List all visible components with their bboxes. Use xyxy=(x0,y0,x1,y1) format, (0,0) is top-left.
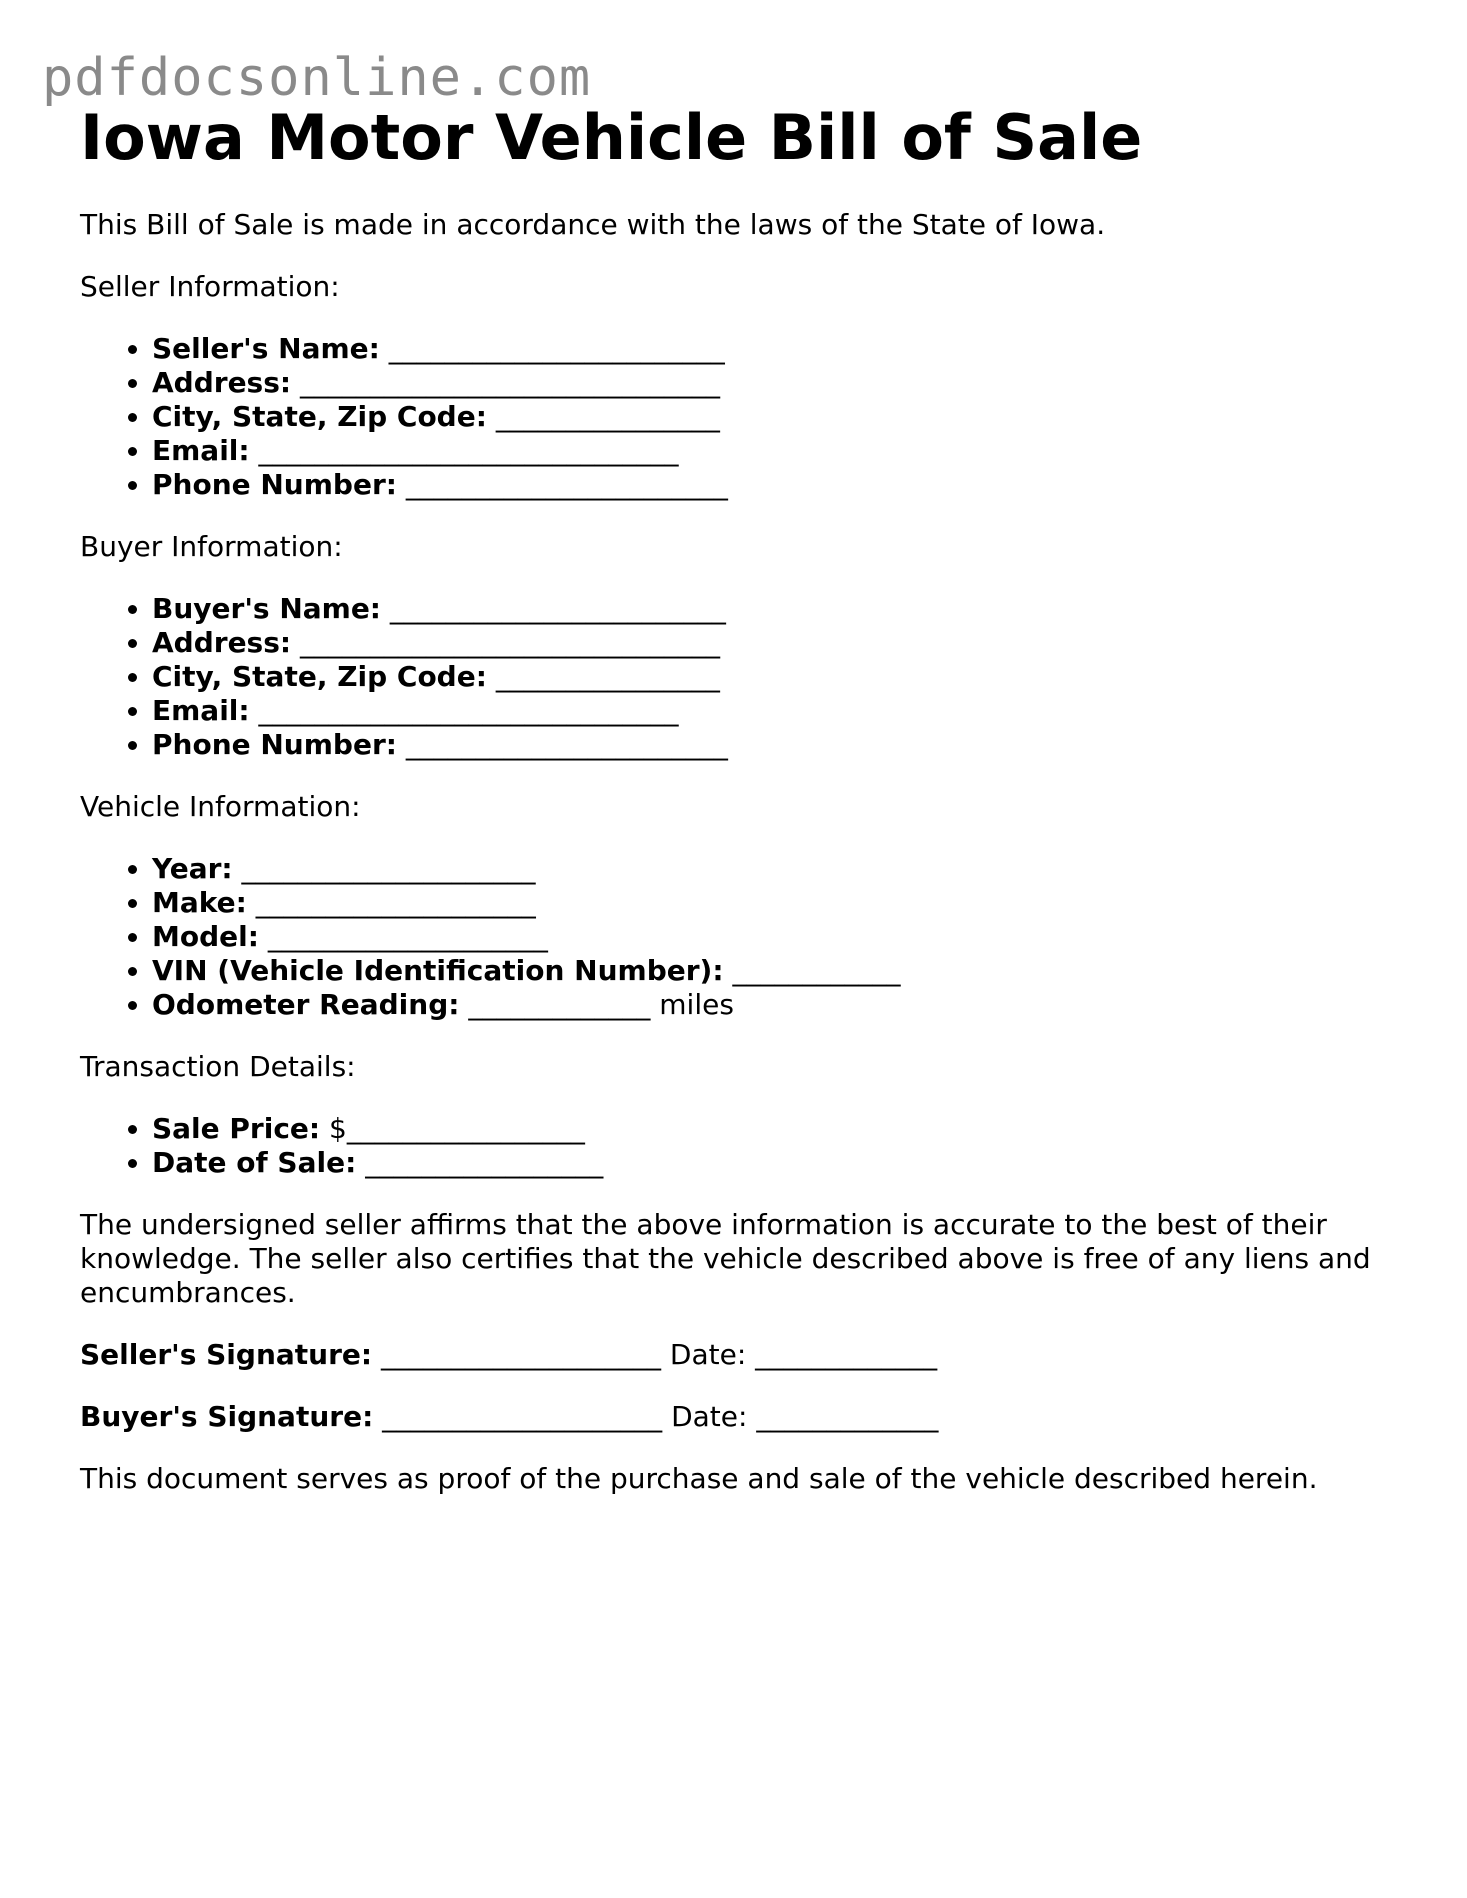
buyer-date-label: Date: xyxy=(671,1400,748,1433)
date-of-sale-field[interactable] xyxy=(152,1146,1400,1180)
vehicle-vin-field[interactable] xyxy=(152,954,1400,988)
seller-section-heading: Seller Information: xyxy=(80,270,340,303)
buyer-name-field[interactable] xyxy=(152,592,1400,626)
seller-fields-list xyxy=(80,332,1400,502)
transaction-section-heading: Transaction Details: xyxy=(80,1050,356,1083)
vehicle-section-heading: Vehicle Information: xyxy=(80,790,361,823)
seller-address-field[interactable] xyxy=(152,366,1400,400)
seller-signature-line[interactable] xyxy=(80,1338,1400,1372)
field-label: Phone Number: xyxy=(152,468,397,501)
vehicle-make-field[interactable] xyxy=(152,886,1400,920)
seller-signature-blank[interactable]: ____________________ xyxy=(381,1338,661,1371)
field-blank[interactable]: ____________ xyxy=(732,954,901,987)
document-body xyxy=(80,208,1400,1524)
vehicle-year-field[interactable] xyxy=(152,852,1400,886)
buyer-address-field[interactable] xyxy=(152,626,1400,660)
field-label: City, State, Zip Code: xyxy=(152,660,487,693)
field-label: Sale Price: xyxy=(152,1112,321,1145)
affirmation-text: The undersigned seller affirms that the above information is accurate to the best of their knowledge. The seller also certifies that the vehicle described above is free of any liens and encumbrances. xyxy=(80,1208,1371,1309)
sale-price-field[interactable] xyxy=(152,1112,1400,1146)
buyer-email-field[interactable] xyxy=(152,694,1400,728)
field-label: Email: xyxy=(152,434,250,467)
field-label: VIN (Vehicle Identification Number): xyxy=(152,954,724,987)
field-label: Address: xyxy=(152,626,292,659)
field-blank[interactable]: ________________ xyxy=(495,660,720,693)
field-blank[interactable]: ______________________________ xyxy=(258,694,679,727)
field-label: Address: xyxy=(152,366,292,399)
buyer-signature-blank[interactable]: ____________________ xyxy=(382,1400,663,1433)
field-blank[interactable]: ______________________________ xyxy=(300,626,720,659)
field-label: Date of Sale: xyxy=(152,1146,357,1179)
field-blank[interactable]: ______________________________ xyxy=(258,434,679,467)
field-blank[interactable]: $_________________ xyxy=(329,1112,585,1145)
seller-date-label: Date: xyxy=(669,1338,747,1371)
buyer-signature-line[interactable] xyxy=(80,1400,1400,1434)
seller-signature-label: Seller's Signature: xyxy=(80,1338,373,1371)
buyer-phone-field[interactable] xyxy=(152,728,1400,762)
field-blank[interactable]: ______________________________ xyxy=(300,366,720,399)
field-label: Buyer's Name: xyxy=(152,592,382,625)
document-title: Iowa Motor Vehicle Bill of Sale xyxy=(80,101,1143,174)
field-label: Model: xyxy=(152,920,259,953)
field-blank[interactable]: ________________________ xyxy=(388,332,725,365)
buyer-signature-label: Buyer's Signature: xyxy=(80,1400,374,1433)
field-blank[interactable]: ________________________ xyxy=(389,592,726,625)
seller-email-field[interactable] xyxy=(152,434,1400,468)
seller-city-state-zip-field[interactable] xyxy=(152,400,1400,434)
field-blank[interactable]: _____________ xyxy=(468,988,651,1021)
vehicle-odometer-field[interactable] xyxy=(152,988,1400,1022)
buyer-city-state-zip-field[interactable] xyxy=(152,660,1400,694)
field-blank[interactable]: ____________________ xyxy=(267,920,548,953)
field-blank[interactable]: ____________________ xyxy=(255,886,536,919)
field-label: Odometer Reading: xyxy=(152,988,460,1021)
field-label: Make: xyxy=(152,886,247,919)
field-blank[interactable]: _______________________ xyxy=(405,468,728,501)
vehicle-fields-list xyxy=(80,852,1400,1022)
closing-text: This document serves as proof of the purchase and sale of the vehicle described herein. xyxy=(80,1462,1318,1495)
seller-date-blank[interactable]: _____________ xyxy=(755,1338,938,1371)
field-label: Phone Number: xyxy=(152,728,397,761)
field-blank[interactable]: _________________ xyxy=(365,1146,604,1179)
seller-phone-field[interactable] xyxy=(152,468,1400,502)
vehicle-model-field[interactable] xyxy=(152,920,1400,954)
buyer-section-heading: Buyer Information: xyxy=(80,530,343,563)
field-label: City, State, Zip Code: xyxy=(152,400,487,433)
transaction-fields-list xyxy=(80,1112,1400,1180)
watermark: pdfdocsonline.com xyxy=(42,48,592,108)
field-blank[interactable]: _____________________ xyxy=(241,852,536,885)
odometer-unit: miles xyxy=(659,988,734,1021)
field-blank[interactable]: _______________________ xyxy=(405,728,728,761)
buyer-date-blank[interactable]: _____________ xyxy=(756,1400,939,1433)
buyer-fields-list xyxy=(80,592,1400,762)
intro-text: This Bill of Sale is made in accordance with the laws of the State of Iowa. xyxy=(80,208,1106,241)
field-label: Year: xyxy=(152,852,233,885)
field-label: Email: xyxy=(152,694,250,727)
field-blank[interactable]: ________________ xyxy=(495,400,720,433)
field-label: Seller's Name: xyxy=(152,332,380,365)
seller-name-field[interactable] xyxy=(152,332,1400,366)
